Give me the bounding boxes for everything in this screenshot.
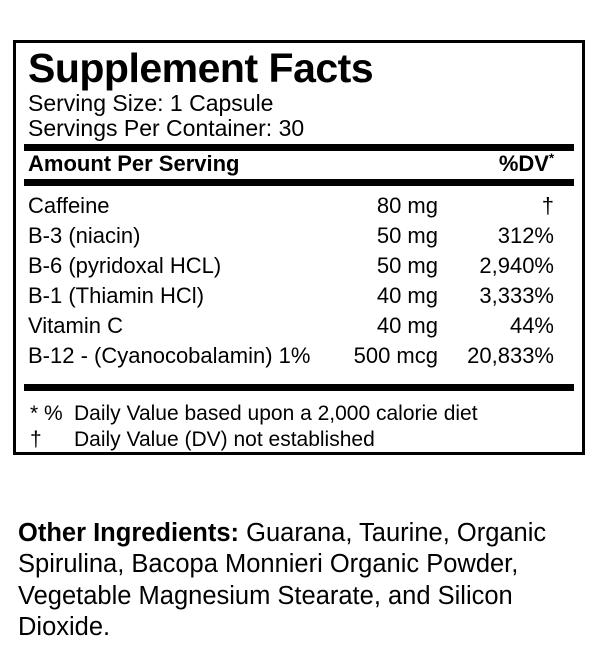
nutrient-dv: 312% xyxy=(497,223,554,248)
divider-bar-bottom xyxy=(24,384,574,391)
other-ingredients-text: Guarana, Taurine, Organic Spirulina, Bacopa Monnieri Organic Powder, Vegetable Magnesium Stearate, and Silicon Dioxide. xyxy=(18,518,547,641)
nutrient-name: B-1 (Thiamin HCl) xyxy=(28,283,205,308)
nutrient-amount: 500 mcg xyxy=(353,343,438,368)
amount-per-serving-header: Amount Per Serving xyxy=(28,151,240,176)
nutrient-dv: 3,333% xyxy=(479,283,554,308)
table-row xyxy=(28,311,554,341)
nutrient-amount: 40 mg xyxy=(376,283,438,308)
nutrient-rows xyxy=(24,186,574,371)
footnote-marker: † xyxy=(30,428,42,451)
table-row xyxy=(28,221,554,251)
nutrient-dv: 44% xyxy=(509,313,554,338)
divider-bar-top xyxy=(24,144,574,151)
footnote-text: Daily Value (DV) not established xyxy=(74,428,375,451)
other-ingredients-heading: Other Ingredients: xyxy=(18,518,240,547)
servings-per-container-line: Servings Per Container: 30 xyxy=(28,115,305,141)
nutrient-name: B-12 - (Cyanocobalamin) 1% xyxy=(28,343,311,368)
nutrient-name: Vitamin C xyxy=(28,313,123,338)
nutrient-name: B-6 (pyridoxal HCL) xyxy=(28,253,222,278)
footnote-marker: * % xyxy=(30,402,63,425)
nutrient-name: Caffeine xyxy=(28,193,110,218)
footnote-text: Daily Value based upon a 2,000 calorie diet xyxy=(74,402,478,425)
footnotes xyxy=(24,391,574,453)
nutrient-dv: † xyxy=(541,193,554,218)
divider-bar-header xyxy=(24,179,574,186)
table-row xyxy=(28,251,554,281)
footnote-daily-value xyxy=(30,401,566,427)
nutrient-amount: 50 mg xyxy=(376,253,438,278)
table-row xyxy=(28,341,554,371)
percent-dv-header xyxy=(499,152,554,176)
other-ingredients-paragraph xyxy=(18,518,584,644)
column-header-row xyxy=(24,151,574,176)
nutrient-amount: 80 mg xyxy=(376,193,438,218)
table-row xyxy=(28,281,554,311)
percent-dv-text: %DV xyxy=(498,151,549,176)
nutrient-dv: 2,940% xyxy=(479,253,554,278)
nutrient-amount: 40 mg xyxy=(376,313,438,338)
supplement-facts-panel xyxy=(13,40,585,455)
table-row xyxy=(28,191,554,221)
nutrient-name: B-3 (niacin) xyxy=(28,223,141,248)
serving-size-line: Serving Size: 1 Capsule xyxy=(28,90,274,116)
nutrient-amount: 50 mg xyxy=(376,223,438,248)
footnote-dv-not-established xyxy=(30,427,566,453)
nutrient-dv: 20,833% xyxy=(467,343,554,368)
dv-asterisk: * xyxy=(548,150,554,166)
panel-title: Supplement Facts xyxy=(28,45,374,91)
